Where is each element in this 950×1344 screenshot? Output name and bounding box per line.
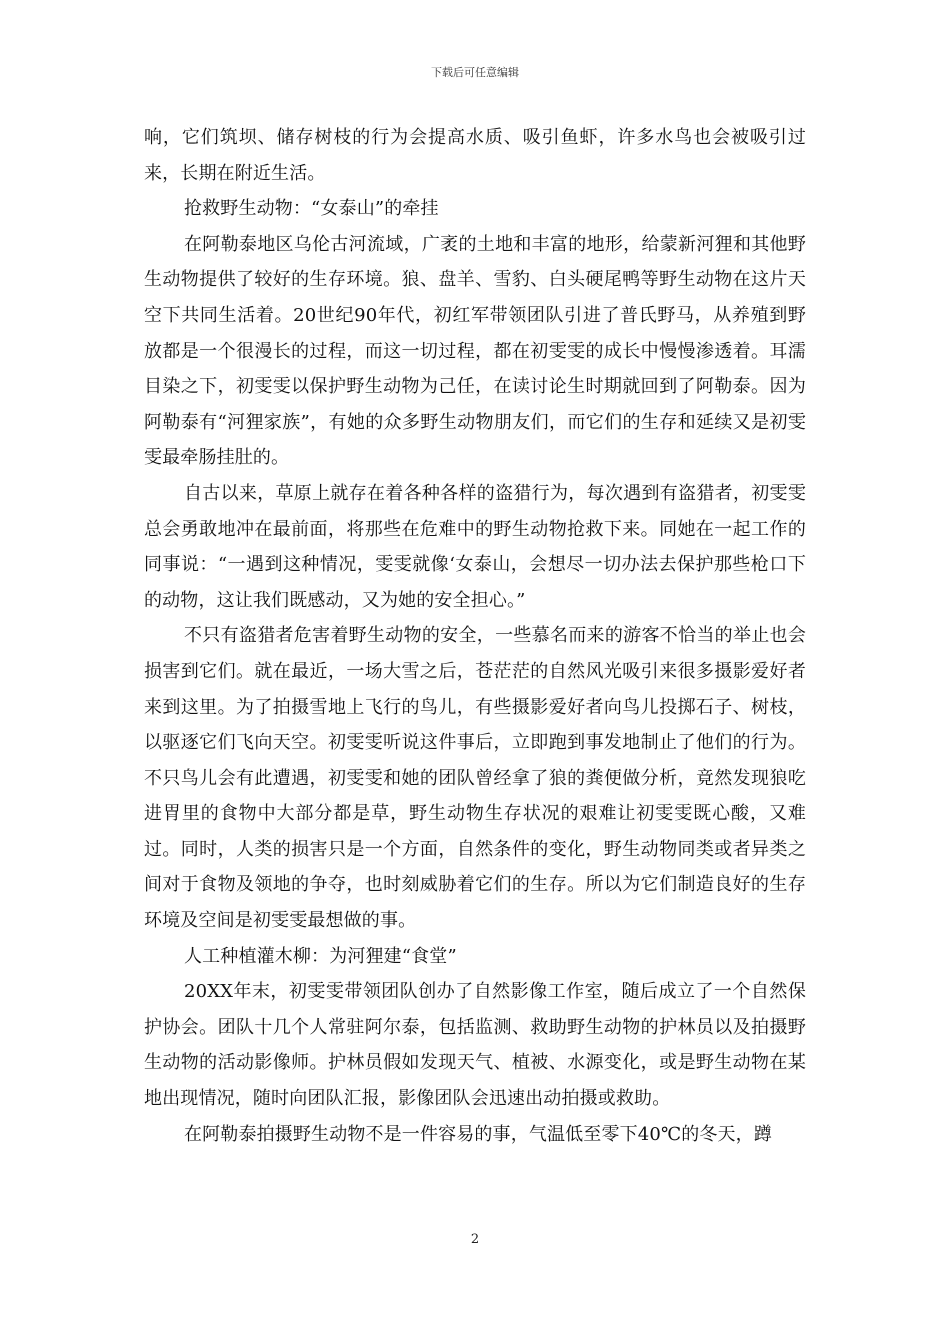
- section-heading-rescue-wildlife: 抢救野生动物：“女泰山”的牵挂: [184, 198, 439, 220]
- page-number: 2: [470, 1232, 480, 1247]
- document-body: [144, 120, 806, 1152]
- paragraph-1: 响，它们筑坝、储存树枝的行为会提高水质、吸引鱼虾，许多水鸟也会被吸引过来，长期在附近生活。: [144, 127, 806, 184]
- paragraph-4: 自古以来，草原上就存在着各种各样的盗猎行为，每次遇到有盗猎者，初雯雯总会勇敢地冲在最前面，将那些在危难中的野生动物抢救下来。同她在一起工作的同事说：“一遇到这种情况，雯雯就像‘女泰山，会想尽一切办法去保护那些枪口下的动物，这让我们既感动，又为她的安全担心。”: [144, 482, 806, 611]
- paragraph-8: 在阿勒泰拍摄野生动物不是一件容易的事，气温低至零下40℃的冬天，蹲: [184, 1123, 772, 1145]
- paragraph-5: 不只有盗猎者危害着野生动物的安全，一些慕名而来的游客不恰当的举止也会损害到它们。就在最近，一场大雪之后，苍茫茫的自然风光吸引来很多摄影爱好者来到这里。为了拍摄雪地上飞行的鸟儿，有些摄影爱好者向鸟儿投掷石子、树枝，以驱逐它们飞向天空。初雯雯听说这件事后，立即跑到事发地制止了他们的行为。不只鸟儿会有此遭遇，初雯雯和她的团队曾经拿了狼的粪便做分析，竟然发现狼吃进胃里的食物中大部分都是草，野生动物生存状况的艰难让初雯雯既心酸，又难过。同时，人类的损害只是一个方面，自然条件的变化，野生动物同类或者异类之间对于食物及领地的争夺，也时刻威胁着它们的生存。所以为它们制造良好的生存环境及空间是初雯雯最想做的事。: [144, 625, 806, 932]
- paragraph-3: 在阿勒泰地区乌伦古河流域，广袤的土地和丰富的地形，给蒙新河狸和其他野生动物提供了较好的生存环境。狼、盘羊、雪豹、白头硬尾鸭等野生动物在这片天空下共同生活着。20世纪90年代，初红军带领团队引进了普氏野马，从养殖到野放都是一个很漫长的过程，而这一切过程，都在初雯雯的成长中慢慢渗透着。耳濡目染之下，初雯雯以保护野生动物为己任，在读讨论生时期就回到了阿勒泰。因为阿勒泰有“河狸家族”，有她的众多野生动物朋友们，而它们的生存和延续又是初雯雯最牵肠挂肚的。: [144, 233, 806, 469]
- section-heading-willow-planting: 人工种植灌木柳：为河狸建“食堂”: [184, 945, 457, 967]
- page-header: 下载后可任意编辑: [431, 66, 519, 79]
- paragraph-7: 20XX年末，初雯雯带领团队创办了自然影像工作室，随后成立了一个自然保护协会。团队十几个人常驻阿尔泰，包括监测、救助野生动物的护林员以及拍摄野生动物的活动影像师。护林员假如发现天气、植被、水源变化，或是野生动物在某地出现情况，随时向团队汇报，影像团队会迅速出动拍摄或救助。: [144, 981, 806, 1110]
